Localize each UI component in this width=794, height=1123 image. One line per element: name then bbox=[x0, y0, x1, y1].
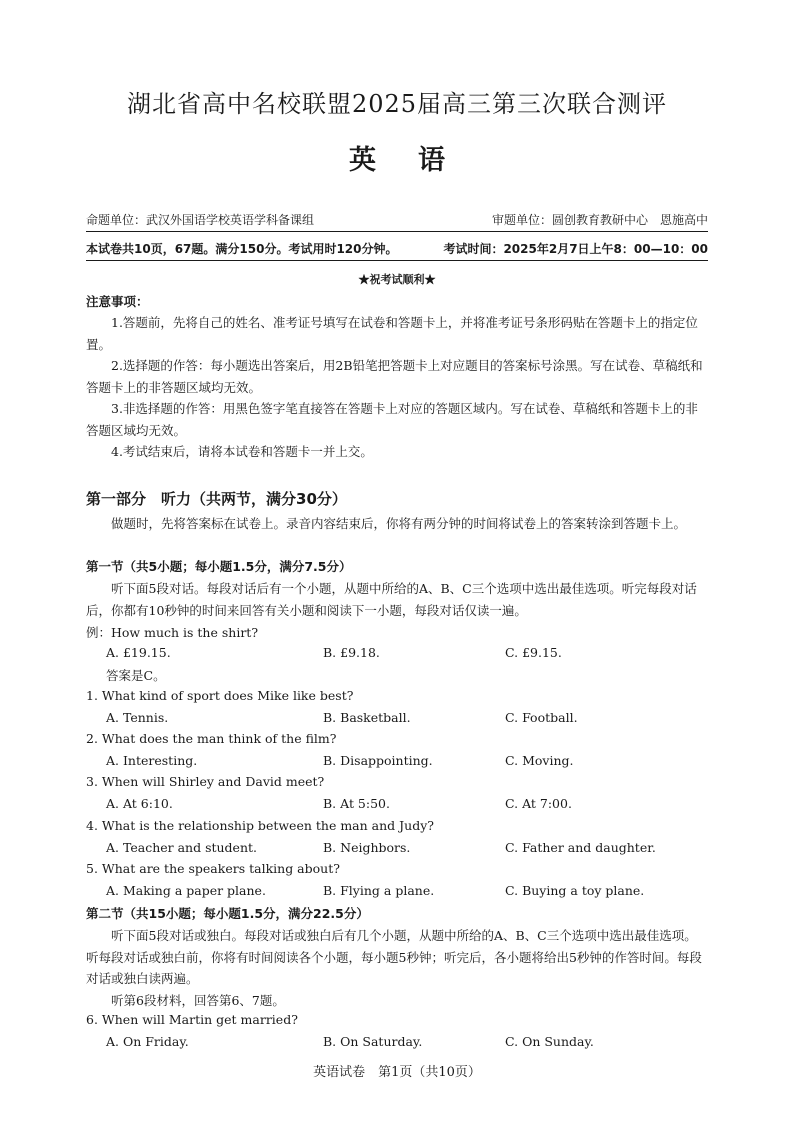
q6-option-c: C. On Sunday. bbox=[505, 1034, 594, 1049]
example-option-c: C. £9.15. bbox=[505, 645, 562, 660]
question-4: 4. What is the relationship between the man and Judy? bbox=[86, 818, 434, 833]
q3-option-a: A. At 6:10. bbox=[106, 796, 173, 811]
q6-option-a: A. On Friday. bbox=[106, 1034, 189, 1049]
question-6: 6. When will Martin get married? bbox=[86, 1012, 298, 1027]
q5-option-c: C. Buying a toy plane. bbox=[505, 883, 645, 898]
review-unit: 审题单位：圆创教育教研中心 恩施高中 bbox=[491, 213, 708, 227]
example-option-b: B. £9.18. bbox=[323, 645, 380, 660]
exam-title: 湖北省高中名校联盟2025届高三第三次联合测评 bbox=[126, 90, 668, 118]
notice-item: 3.非选择题的作答：用黑色签字笔直接答在答题卡上对应的答题区域内。写在试卷、草稿纸和答题卡上的非答题区域均无效。 bbox=[86, 401, 698, 438]
q4-option-a: A. Teacher and student. bbox=[106, 840, 258, 855]
material-note: 听第6段材料，回答第6、7题。 bbox=[111, 993, 285, 1008]
section1-instructions: 听下面5段对话。每段对话后有一个小题，从题中所给的A、B、C三个选项中选出最佳选项。听完每段对话后，你都有10秒钟的时间来回答有关小题和阅读下一小题，每段对话仅读一遍。 bbox=[86, 581, 697, 618]
q5-option-b: B. Flying a plane. bbox=[323, 883, 435, 898]
section2-heading: 第二节（共15小题；每小题1.5分，满分22.5分） bbox=[86, 906, 369, 921]
exam-time: 考试时间：2025年2月7日上午8：00—10：00 bbox=[443, 242, 708, 256]
q1-option-c: C. Football. bbox=[505, 710, 578, 725]
example-option-a: A. £19.15. bbox=[106, 645, 171, 660]
paper-info: 本试卷共10页，67题。满分150分。考试用时120分钟。 bbox=[86, 242, 398, 256]
page-footer: 英语试卷 第1页（共10页） bbox=[313, 1065, 481, 1080]
q3-option-c: C. At 7:00. bbox=[505, 796, 572, 811]
q2-option-a: A. Interesting. bbox=[106, 753, 198, 768]
example-question: 例：How much is the shirt? bbox=[86, 625, 259, 640]
notice-item: 1.答题前，先将自己的姓名、准考证号填写在试卷和答题卡上，并将准考证号条形码贴在答题卡上的指定位置。 bbox=[86, 315, 698, 352]
q2-option-c: C. Moving. bbox=[505, 753, 574, 768]
question-1: 1. What kind of sport does Mike like best? bbox=[86, 688, 354, 703]
notice-heading: 注意事项： bbox=[86, 294, 149, 309]
blessing: ★祝考试顺利★ bbox=[358, 273, 436, 286]
q6-option-b: B. On Saturday. bbox=[323, 1034, 423, 1049]
part1-heading: 第一部分 听力（共两节，满分30分） bbox=[86, 490, 347, 508]
question-2: 2. What does the man think of the film? bbox=[86, 731, 337, 746]
notice-item: 2.选择题的作答：每小题选出答案后，用2B铅笔把答题卡上对应题目的答案标号涂黑。写在试卷、草稿纸和答题卡上的非答题区域均无效。 bbox=[86, 358, 703, 395]
notice-item: 4.考试结束后，请将本试卷和答题卡一并上交。 bbox=[111, 444, 373, 459]
q4-option-b: B. Neighbors. bbox=[323, 840, 411, 855]
q4-option-c: C. Father and daughter. bbox=[505, 840, 656, 855]
section2-instructions: 听下面5段对话或独白。每段对话或独白后有几个小题，从题中所给的A、B、C三个选项中选出最佳选项。听每段对话或独白前，你将有时间阅读各个小题，每小题5秒钟；听完后，各小题将给出5秒钟的作答时间。每段对话或独白读两遍。 bbox=[86, 928, 702, 987]
q2-option-b: B. Disappointing. bbox=[323, 753, 433, 768]
header-divider bbox=[86, 231, 708, 232]
q5-option-a: A. Making a paper plane. bbox=[106, 883, 266, 898]
question-5: 5. What are the speakers talking about? bbox=[86, 861, 340, 876]
subject-title: 英语 bbox=[349, 145, 487, 176]
info-divider bbox=[86, 260, 708, 261]
q1-option-a: A. Tennis. bbox=[106, 710, 169, 725]
question-3: 3. When will Shirley and David meet? bbox=[86, 774, 325, 789]
q1-option-b: B. Basketball. bbox=[323, 710, 411, 725]
section1-heading: 第一节（共5小题；每小题1.5分，满分7.5分） bbox=[86, 559, 352, 574]
example-answer: 答案是C。 bbox=[106, 668, 166, 683]
author-unit: 命题单位：武汉外国语学校英语学科备课组 bbox=[86, 213, 315, 227]
part1-intro: 做题时，先将答案标在试卷上。录音内容结束后，你将有两分钟的时间将试卷上的答案转涂到答题卡上。 bbox=[111, 516, 687, 531]
q3-option-b: B. At 5:50. bbox=[323, 796, 390, 811]
